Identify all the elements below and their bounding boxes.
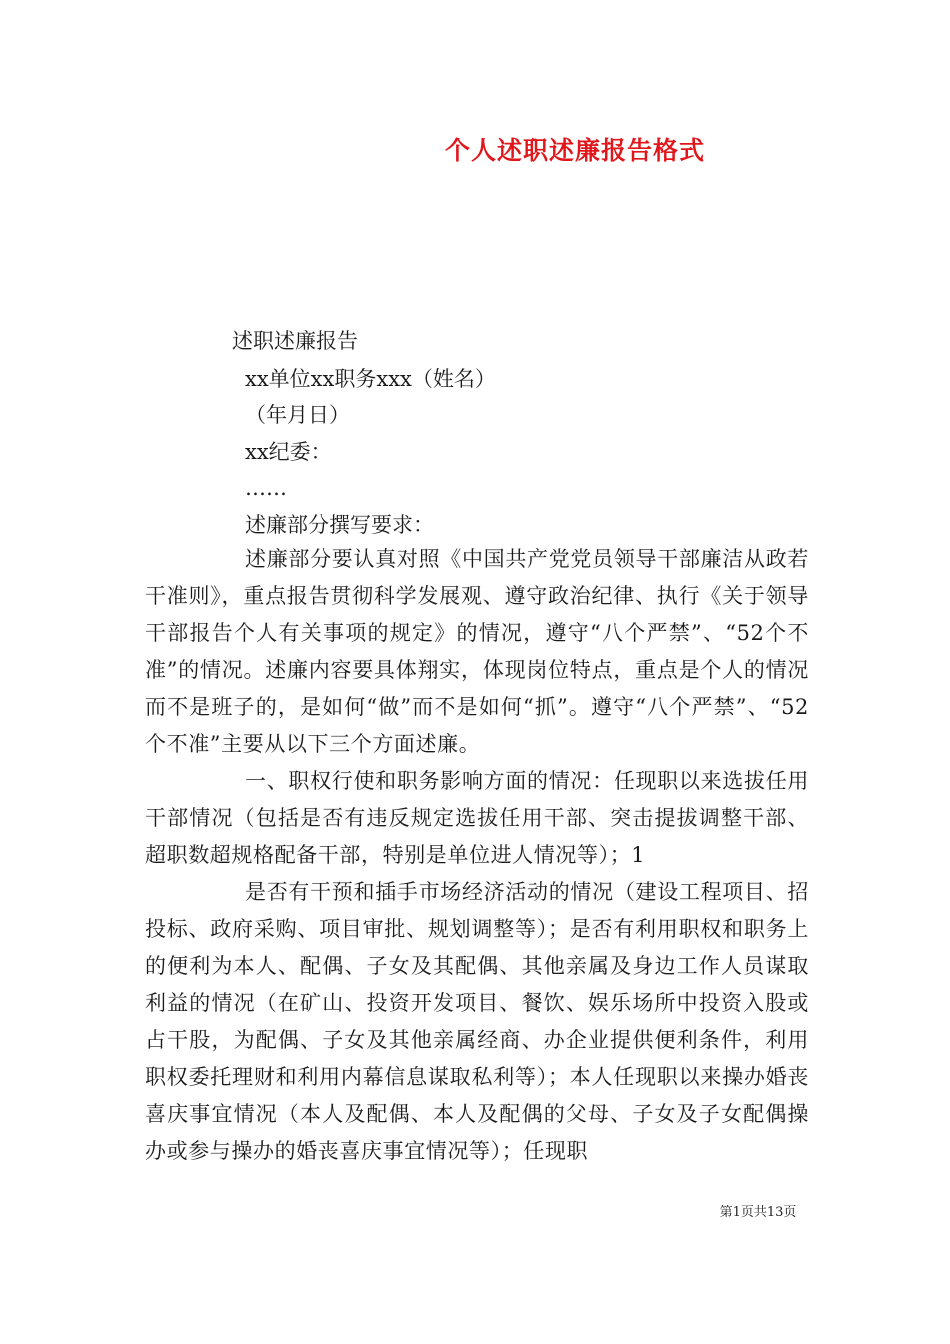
author-line: xx单位xx职务xxx（姓名）	[245, 367, 496, 391]
paragraph-1: 述廉部分要认真对照《中国共产党党员领导干部廉洁从政若干准则》，重点报告贯彻科学发展观、遵守政治纪律、执行《关于领导干部报告个人有关事项的规定》的情况，遵守“八个严禁”、“52个不准”的情况。述廉内容要具体翔实，体现岗位特点，重点是个人的情况而不是班子的，是如何“做”而不是如何“抓”。遵守“八个严禁”、“52个不准”主要从以下三个方面述廉。	[145, 547, 809, 756]
page-number: 第1页共13页	[719, 1205, 797, 1220]
paragraph-2: 一、职权行使和职务影响方面的情况：任现职以来选拔任用干部情况（包括是否有违反规定选拔任用干部、突击提拔调整干部、超职数超规格配备干部，特别是单位进人情况等）；1	[145, 769, 809, 867]
ellipsis-line: ……	[245, 476, 287, 500]
date-line: （年月日）	[245, 403, 350, 427]
addressee-line: xx纪委：	[245, 440, 332, 464]
document-title: 个人述职述廉报告格式	[444, 136, 705, 165]
section-heading: 述廉部分撰写要求：	[245, 513, 434, 537]
report-heading: 述职述廉报告	[232, 329, 358, 353]
paragraph-3: 是否有干预和插手市场经济活动的情况（建设工程项目、招投标、政府采购、项目审批、规划调整等）；是否有利用职权和职务上的便利为本人、配偶、子女及其配偶、其他亲属及身边工作人员谋取利益的情况（在矿山、投资开发项目、餐饮、娱乐场所中投资入股或占干股，为配偶、子女及其他亲属经商、办企业提供便利条件，利用职权委托理财和利用内幕信息谋取私利等）；本人任现职以来操办婚丧喜庆事宜情况（本人及配偶、本人及配偶的父母、子女及子女配偶操办或参与操办的婚丧喜庆事宜情况等）；任现职	[145, 880, 809, 1163]
